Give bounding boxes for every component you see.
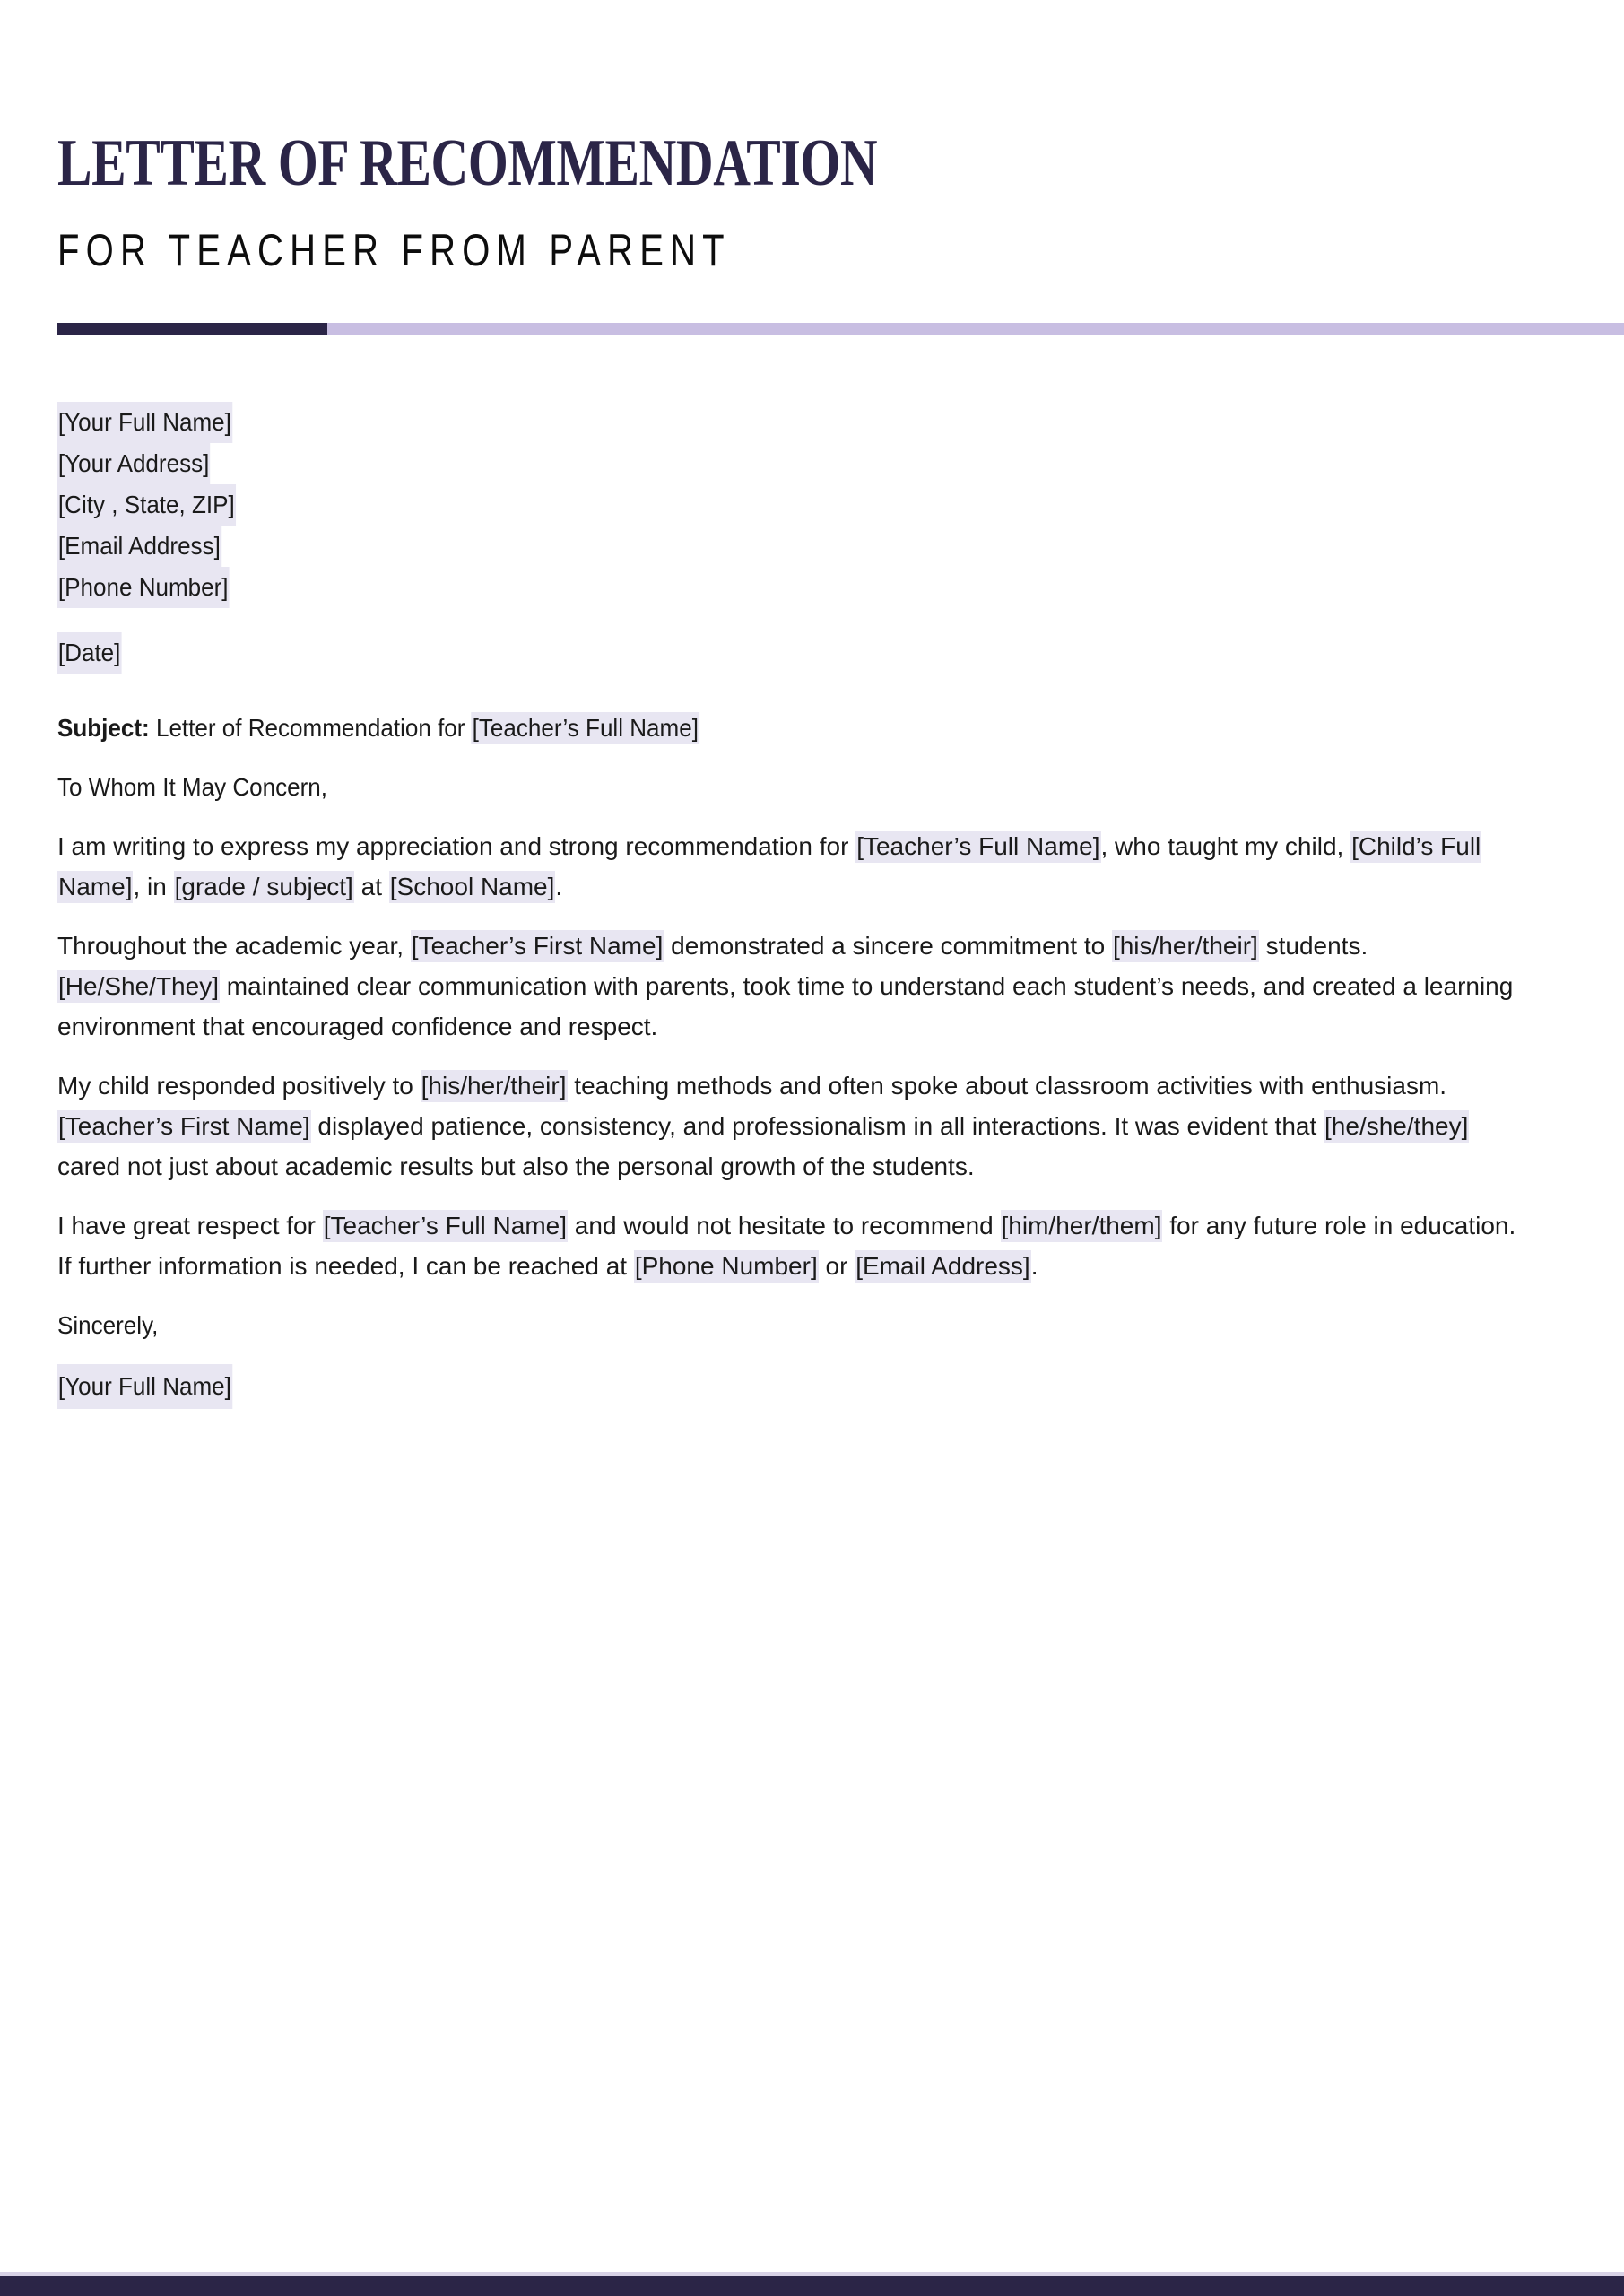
p4-email-address-placeholder[interactable]: [Email Address] <box>855 1250 1031 1283</box>
p1-seg3: , in <box>133 873 174 900</box>
sender-line <box>57 443 1533 484</box>
p3-teacher-first-name-placeholder[interactable]: [Teacher’s First Name] <box>57 1110 311 1143</box>
sender-address-block <box>57 402 1533 608</box>
p2-seg3: students. <box>1258 932 1368 960</box>
page-subtitle: FOR TEACHER FROM PARENT <box>57 225 731 275</box>
footer-bar <box>0 2276 1624 2296</box>
p1-seg5: . <box>555 873 563 900</box>
p4-seg3: for any future role in education. If further information is needed, I can be reached at <box>57 1212 1516 1280</box>
signature-line <box>57 1364 1533 1409</box>
spacer <box>57 608 1533 632</box>
p3-subject-pronoun-placeholder[interactable]: [he/she/they] <box>1324 1110 1469 1143</box>
sender-line <box>57 484 1533 526</box>
subject-line <box>57 708 1533 748</box>
p2-seg2: demonstrated a sincere commitment to <box>664 932 1112 960</box>
p1-seg1: I am writing to express my appreciation and strong recommendation for <box>57 832 856 860</box>
valediction <box>57 1305 1533 1345</box>
p4-phone-number-placeholder[interactable]: [Phone Number] <box>634 1250 819 1283</box>
valediction-text: Sincerely, <box>57 1311 159 1339</box>
p1-school-name-placeholder[interactable]: [School Name] <box>389 871 556 903</box>
p4-seg5: . <box>1030 1252 1038 1280</box>
p2-subject-pronoun-placeholder[interactable]: [He/She/They] <box>57 970 220 1003</box>
p3-seg2: teaching methods and often spoke about classroom activities with enthusiasm. <box>567 1072 1447 1100</box>
p1-seg4: at <box>353 873 389 900</box>
p1-child-full-name-placeholder[interactable]: [Child’s Full Name] <box>57 831 1481 903</box>
date-placeholder[interactable]: [Date] <box>57 632 121 674</box>
p2-seg4: maintained clear communication with parents, took time to understand each student’s needs, and created a learning environment that encouraged confidence and respect. <box>57 972 1514 1040</box>
body-paragraph-4 <box>57 1205 1533 1286</box>
sender-city-state-zip-placeholder[interactable]: [City , State, ZIP] <box>57 484 236 526</box>
salutation <box>57 767 1533 807</box>
p2-possessive-pronoun-placeholder[interactable]: [his/her/their] <box>1112 930 1259 962</box>
p4-teacher-full-name-placeholder[interactable]: [Teacher’s Full Name] <box>323 1210 568 1242</box>
date-line <box>57 632 1533 674</box>
subject-label: Subject: <box>57 714 150 742</box>
body-paragraph-2 <box>57 926 1533 1047</box>
p3-seg1: My child responded positively to <box>57 1072 421 1100</box>
p3-possessive-pronoun-placeholder[interactable]: [his/her/their] <box>421 1070 568 1102</box>
p4-seg4: or <box>818 1252 855 1280</box>
p1-grade-subject-placeholder[interactable]: [grade / subject] <box>174 871 354 903</box>
signature-name-placeholder[interactable]: [Your Full Name] <box>57 1364 232 1409</box>
sender-phone-placeholder[interactable]: [Phone Number] <box>57 567 229 608</box>
sender-line <box>57 402 1533 443</box>
p1-teacher-full-name-placeholder[interactable]: [Teacher’s Full Name] <box>855 831 1100 863</box>
p4-object-pronoun-placeholder[interactable]: [him/her/them] <box>1001 1210 1163 1242</box>
body-paragraph-3 <box>57 1065 1533 1187</box>
header-divider-rule <box>57 323 1624 335</box>
salutation-text: To Whom It May Concern, <box>57 773 328 801</box>
subject-text: Letter of Recommendation for <box>149 714 472 742</box>
body-paragraph-1 <box>57 826 1533 907</box>
p3-seg3: displayed patience, consistency, and professionalism in all interactions. It was evident that <box>310 1112 1324 1140</box>
sender-line <box>57 526 1533 567</box>
sender-address-placeholder[interactable]: [Your Address] <box>57 443 210 484</box>
p3-seg4: cared not just about academic results but also the personal growth of the students. <box>57 1152 975 1180</box>
subject-teacher-name-placeholder[interactable]: [Teacher’s Full Name] <box>472 712 699 744</box>
letter-body <box>57 402 1533 1428</box>
p2-teacher-first-name-placeholder[interactable]: [Teacher’s First Name] <box>411 930 664 962</box>
sender-email-placeholder[interactable]: [Email Address] <box>57 526 221 567</box>
sender-line <box>57 567 1533 608</box>
sender-full-name-placeholder[interactable]: [Your Full Name] <box>57 402 232 443</box>
p1-seg2: , who taught my child, <box>1100 832 1351 860</box>
p4-seg2: and would not hesitate to recommend <box>568 1212 1001 1239</box>
page-title: LETTER OF RECOMMENDATION <box>57 126 878 200</box>
spacer <box>57 674 1533 708</box>
p2-seg1: Throughout the academic year, <box>57 932 411 960</box>
p4-seg1: I have great respect for <box>57 1212 323 1239</box>
header-divider-accent <box>57 323 327 335</box>
